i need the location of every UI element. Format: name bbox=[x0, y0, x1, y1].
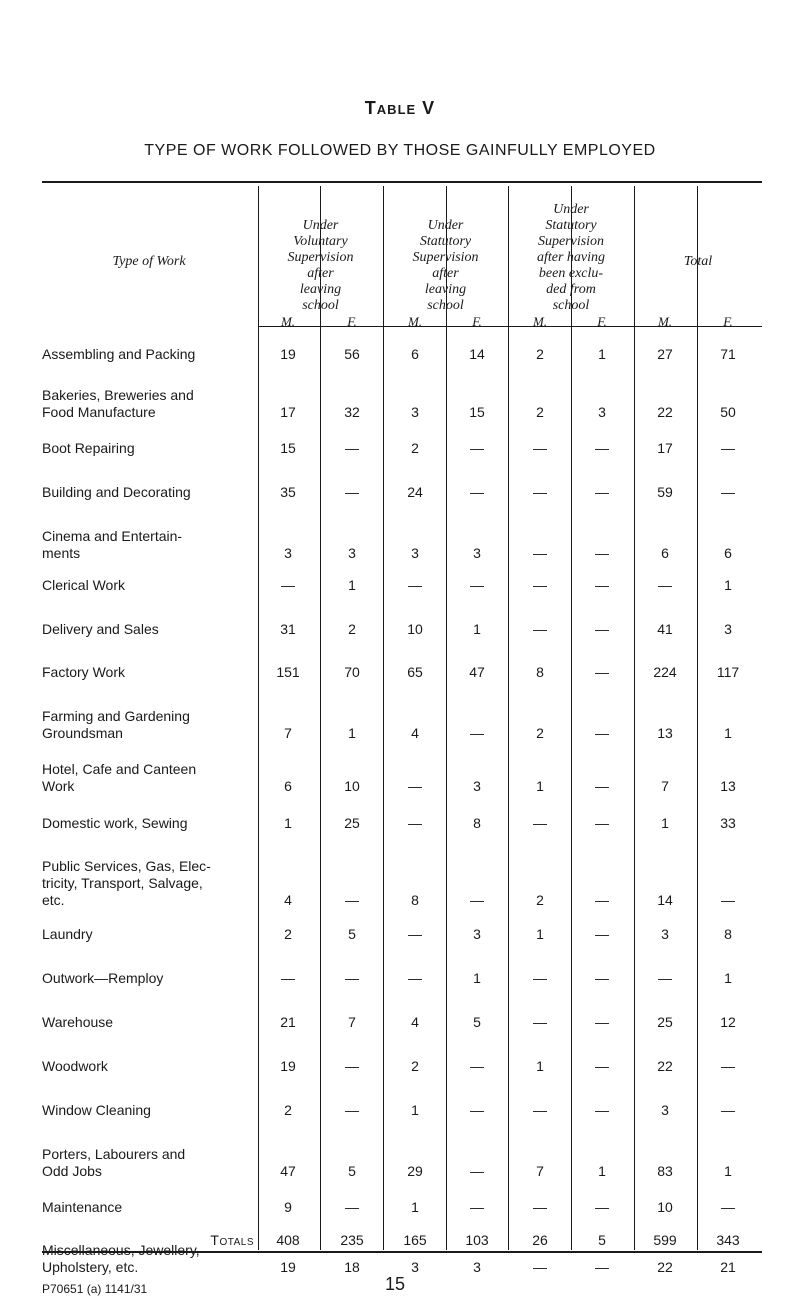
cell-m: — bbox=[408, 778, 422, 794]
cell-f: 3 bbox=[473, 926, 481, 942]
cell-m: 17 bbox=[280, 404, 296, 420]
cell-m: — bbox=[533, 577, 547, 593]
cell-m: 17 bbox=[657, 440, 673, 456]
cell-f: — bbox=[345, 440, 359, 456]
row-label-line: Hotel, Cafe and Canteen bbox=[42, 761, 197, 777]
cell-f: 1 bbox=[473, 621, 481, 637]
cell-m: 1 bbox=[411, 1199, 419, 1215]
subheader-male: M. bbox=[532, 314, 548, 329]
cell-m: — bbox=[533, 1259, 547, 1275]
cell-f: 3 bbox=[598, 404, 606, 420]
header-line: leaving bbox=[299, 282, 342, 297]
cell-m: — bbox=[533, 1199, 547, 1215]
cell-f: — bbox=[345, 892, 359, 908]
cell-m: 6 bbox=[284, 778, 292, 794]
row-label-line: Factory Work bbox=[42, 664, 125, 680]
table-subtitle: TYPE OF WORK FOLLOWED BY THOSE GAINFULLY EMPLOYED bbox=[144, 142, 656, 159]
row-label-line: tricity, Transport, Salvage, bbox=[42, 875, 203, 891]
cell-f: 70 bbox=[344, 664, 360, 680]
cell-m: 47 bbox=[280, 1163, 296, 1179]
cell-m: — bbox=[533, 1014, 547, 1030]
cell-m: — bbox=[281, 970, 295, 986]
cell-m: 3 bbox=[661, 926, 669, 942]
row-label-line: Cinema and Entertain- bbox=[42, 528, 183, 544]
header-line: after bbox=[307, 266, 334, 281]
cell-f: 13 bbox=[720, 778, 736, 794]
cell-m: 2 bbox=[284, 926, 292, 942]
row-label-line: Assembling and Packing bbox=[42, 346, 196, 362]
cell-m: 19 bbox=[280, 1259, 296, 1275]
cell-f: 2 bbox=[348, 621, 356, 637]
cell-m: — bbox=[533, 970, 547, 986]
top-rule bbox=[42, 181, 762, 183]
header-line: Supervision bbox=[537, 234, 605, 249]
cell-f: — bbox=[595, 892, 609, 908]
cell-f: — bbox=[470, 1058, 484, 1074]
cell-m: — bbox=[408, 926, 422, 942]
cell-m: — bbox=[533, 1102, 547, 1118]
header-line: after bbox=[432, 266, 459, 281]
cell-f: 14 bbox=[469, 346, 485, 362]
cell-f: — bbox=[470, 1199, 484, 1215]
cell-f: 3 bbox=[473, 1259, 481, 1275]
cell-f: — bbox=[595, 440, 609, 456]
cell-f: — bbox=[345, 1102, 359, 1118]
total-cell: 343 bbox=[716, 1232, 740, 1248]
cell-f: — bbox=[470, 725, 484, 741]
cell-f: 1 bbox=[348, 577, 356, 593]
row-label bbox=[42, 970, 260, 987]
row-label-line: Work bbox=[42, 778, 75, 794]
cell-m: — bbox=[408, 815, 422, 831]
cell-m: 2 bbox=[536, 892, 544, 908]
row-label bbox=[42, 577, 260, 594]
total-cell: 103 bbox=[465, 1232, 489, 1248]
cell-f: 1 bbox=[598, 346, 606, 362]
cell-m: 21 bbox=[280, 1014, 296, 1030]
cell-m: 2 bbox=[536, 346, 544, 362]
cell-m: 1 bbox=[536, 1058, 544, 1074]
cell-m: 24 bbox=[407, 484, 423, 500]
header-group-text bbox=[634, 254, 762, 270]
cell-m: 10 bbox=[657, 1199, 673, 1215]
row-label bbox=[42, 858, 260, 909]
cell-m: 3 bbox=[661, 1102, 669, 1118]
total-cell: 235 bbox=[340, 1232, 364, 1248]
cell-f: 25 bbox=[344, 815, 360, 831]
row-label bbox=[42, 621, 260, 638]
row-label-line: Miscellaneous, Jewellery, bbox=[42, 1242, 200, 1258]
subheader-female: F. bbox=[723, 314, 733, 329]
cell-f: — bbox=[595, 1014, 609, 1030]
row-label-line: Domestic work, Sewing bbox=[42, 815, 188, 831]
header-line: Voluntary bbox=[293, 234, 348, 249]
cell-f: 33 bbox=[720, 815, 736, 831]
header-group-2 bbox=[383, 186, 508, 314]
row-label bbox=[42, 708, 260, 742]
page-number: 15 bbox=[385, 1274, 406, 1294]
header-line: school bbox=[302, 298, 339, 313]
row-label bbox=[42, 1058, 260, 1075]
row-label bbox=[42, 1146, 260, 1180]
cell-f: — bbox=[595, 778, 609, 794]
subheader-male: M. bbox=[407, 314, 423, 329]
cell-m: — bbox=[658, 577, 672, 593]
cell-m: 19 bbox=[280, 346, 296, 362]
total-cell: 26 bbox=[532, 1232, 548, 1248]
cell-f: — bbox=[470, 440, 484, 456]
cell-f: 18 bbox=[344, 1259, 360, 1275]
cell-m: 1 bbox=[661, 815, 669, 831]
row-label-line: Building and Decorating bbox=[42, 484, 191, 500]
cell-f: — bbox=[470, 892, 484, 908]
cell-f: 3 bbox=[473, 545, 481, 561]
header-line: after having bbox=[536, 250, 606, 265]
cell-m: 1 bbox=[284, 815, 292, 831]
totals-label: Totals bbox=[210, 1232, 254, 1248]
row-label-line: Farming and Gardening bbox=[42, 708, 190, 724]
row-label bbox=[42, 440, 260, 457]
cell-f: 8 bbox=[724, 926, 732, 942]
cell-m: 7 bbox=[661, 778, 669, 794]
cell-m: 35 bbox=[280, 484, 296, 500]
cell-f: — bbox=[595, 815, 609, 831]
header-line: Under bbox=[553, 202, 589, 217]
cell-f: 5 bbox=[348, 1163, 356, 1179]
row-label-line: Public Services, Gas, Elec- bbox=[42, 858, 211, 874]
header-line: leaving bbox=[424, 282, 467, 297]
row-label-line: Porters, Labourers and bbox=[42, 1146, 186, 1162]
cell-m: 2 bbox=[411, 440, 419, 456]
total-cell: 165 bbox=[403, 1232, 427, 1248]
cell-m: 4 bbox=[411, 1014, 419, 1030]
cell-m: 6 bbox=[411, 346, 419, 362]
cell-f: — bbox=[721, 1102, 735, 1118]
cell-m: 41 bbox=[657, 621, 673, 637]
cell-f: — bbox=[595, 926, 609, 942]
header-type-of-work: Type of Work bbox=[112, 254, 186, 269]
cell-m: 1 bbox=[411, 1102, 419, 1118]
row-label bbox=[42, 815, 260, 832]
row-label-line: Window Cleaning bbox=[42, 1102, 151, 1118]
table-title: Table V bbox=[364, 98, 436, 118]
cell-f: — bbox=[595, 621, 609, 637]
cell-m: — bbox=[533, 545, 547, 561]
header-line: school bbox=[552, 298, 590, 313]
cell-m: 3 bbox=[284, 545, 292, 561]
cell-m: 6 bbox=[661, 545, 669, 561]
cell-m: 83 bbox=[657, 1163, 673, 1179]
cell-m: 59 bbox=[657, 484, 673, 500]
cell-m: 4 bbox=[411, 725, 419, 741]
row-label bbox=[42, 1102, 260, 1119]
row-label bbox=[42, 346, 260, 363]
header-line: Total bbox=[683, 254, 713, 269]
row-label-line: Upholstery, etc. bbox=[42, 1259, 139, 1275]
cell-f: 8 bbox=[473, 815, 481, 831]
cell-f: — bbox=[345, 1199, 359, 1215]
row-label-line: Food Manufacture bbox=[42, 404, 156, 420]
cell-f: 7 bbox=[348, 1014, 356, 1030]
row-label-line: Delivery and Sales bbox=[42, 621, 159, 637]
subheader-male: M. bbox=[657, 314, 673, 329]
cell-f: — bbox=[595, 1259, 609, 1275]
cell-m: — bbox=[533, 484, 547, 500]
cell-m: 1 bbox=[536, 778, 544, 794]
cell-m: 2 bbox=[284, 1102, 292, 1118]
row-label-line: Bakeries, Breweries and bbox=[42, 387, 194, 403]
total-cell: 408 bbox=[276, 1232, 300, 1248]
header-line: Under bbox=[302, 218, 339, 233]
cell-m: 3 bbox=[411, 545, 419, 561]
cell-m: 1 bbox=[536, 926, 544, 942]
header-line: school bbox=[427, 298, 464, 313]
cell-f: 12 bbox=[720, 1014, 736, 1030]
cell-f: — bbox=[345, 1058, 359, 1074]
total-cell: 599 bbox=[653, 1232, 677, 1248]
header-group-text bbox=[287, 218, 353, 314]
row-label bbox=[42, 1199, 260, 1216]
cell-f: — bbox=[470, 1163, 484, 1179]
header-group-text bbox=[537, 202, 605, 314]
header-line: Statutory bbox=[545, 218, 597, 233]
cell-m: 15 bbox=[280, 440, 296, 456]
cell-m: 2 bbox=[411, 1058, 419, 1074]
cell-f: — bbox=[470, 484, 484, 500]
row-label-line: Clerical Work bbox=[42, 577, 125, 593]
cell-m: 22 bbox=[657, 404, 673, 420]
cell-f: 50 bbox=[720, 404, 736, 420]
row-label bbox=[42, 664, 260, 681]
header-line: Supervision bbox=[412, 250, 479, 265]
cell-m: 29 bbox=[407, 1163, 423, 1179]
row-label-line: etc. bbox=[42, 892, 65, 908]
header-line: Statutory bbox=[419, 234, 472, 249]
cell-m: — bbox=[533, 440, 547, 456]
cell-f: — bbox=[345, 484, 359, 500]
row-label bbox=[42, 484, 260, 501]
cell-f: — bbox=[595, 545, 609, 561]
cell-f: 3 bbox=[724, 621, 732, 637]
cell-m: 25 bbox=[657, 1014, 673, 1030]
cell-f: 1 bbox=[473, 970, 481, 986]
row-label-line: Warehouse bbox=[42, 1014, 114, 1030]
cell-f: 10 bbox=[344, 778, 360, 794]
subheader-male: M. bbox=[280, 314, 296, 329]
cell-f: — bbox=[595, 1199, 609, 1215]
cell-f: — bbox=[721, 484, 735, 500]
cell-f: 56 bbox=[344, 346, 360, 362]
cell-f: 1 bbox=[598, 1163, 606, 1179]
cell-m: 7 bbox=[284, 725, 292, 741]
cell-m: 224 bbox=[653, 664, 677, 680]
cell-m: 10 bbox=[407, 621, 423, 637]
cell-m: 27 bbox=[657, 346, 673, 362]
cell-f: 3 bbox=[348, 545, 356, 561]
cell-f: 1 bbox=[724, 970, 732, 986]
cell-m: — bbox=[408, 577, 422, 593]
cell-m: — bbox=[281, 577, 295, 593]
cell-m: 4 bbox=[284, 892, 292, 908]
row-label bbox=[42, 528, 260, 562]
cell-f: — bbox=[595, 1058, 609, 1074]
header-group-text bbox=[412, 218, 478, 314]
cell-m: 65 bbox=[407, 664, 423, 680]
cell-f: — bbox=[470, 1102, 484, 1118]
row-label bbox=[42, 387, 260, 421]
subheader-female: F. bbox=[347, 314, 357, 329]
cell-f: 5 bbox=[348, 926, 356, 942]
header-group-4 bbox=[634, 254, 762, 270]
cell-f: — bbox=[595, 484, 609, 500]
cell-f: 47 bbox=[469, 664, 485, 680]
cell-f: — bbox=[595, 970, 609, 986]
cell-m: 14 bbox=[657, 892, 673, 908]
header-group-1 bbox=[258, 186, 383, 314]
cell-f: 1 bbox=[724, 725, 732, 741]
cell-m: 2 bbox=[536, 725, 544, 741]
row-label-line: ments bbox=[42, 545, 81, 561]
cell-m: 22 bbox=[657, 1058, 673, 1074]
cell-m: — bbox=[533, 815, 547, 831]
cell-m: 8 bbox=[411, 892, 419, 908]
cell-f: 1 bbox=[348, 725, 356, 741]
header-line: ded from bbox=[546, 282, 596, 297]
header-line: Supervision bbox=[287, 250, 354, 265]
row-label-line: Outwork—Remploy bbox=[42, 970, 164, 986]
cell-m: — bbox=[408, 970, 422, 986]
cell-f: 1 bbox=[724, 577, 732, 593]
row-label-line: Maintenance bbox=[42, 1199, 123, 1215]
cell-f: 21 bbox=[720, 1259, 736, 1275]
row-label-line: Woodwork bbox=[42, 1058, 108, 1074]
cell-f: 3 bbox=[473, 778, 481, 794]
cell-f: — bbox=[721, 892, 735, 908]
cell-f: — bbox=[595, 725, 609, 741]
cell-f: — bbox=[595, 577, 609, 593]
cell-f: — bbox=[470, 577, 484, 593]
subheader-female: F. bbox=[472, 314, 482, 329]
cell-m: 3 bbox=[411, 404, 419, 420]
cell-m: 3 bbox=[411, 1259, 419, 1275]
cell-f: — bbox=[721, 440, 735, 456]
cell-f: 6 bbox=[724, 545, 732, 561]
row-label-line: Laundry bbox=[42, 926, 93, 942]
cell-f: — bbox=[595, 664, 609, 680]
row-label bbox=[42, 761, 260, 795]
cell-m: 8 bbox=[536, 664, 544, 680]
header-group-3 bbox=[508, 186, 634, 314]
cell-f: 117 bbox=[716, 664, 740, 680]
header-line: Under bbox=[427, 218, 464, 233]
cell-f: — bbox=[721, 1058, 735, 1074]
cell-f: 32 bbox=[344, 404, 360, 420]
cell-m: 2 bbox=[536, 404, 544, 420]
cell-f: 71 bbox=[720, 346, 736, 362]
cell-f: — bbox=[345, 970, 359, 986]
cell-f: 5 bbox=[473, 1014, 481, 1030]
cell-m: 19 bbox=[280, 1058, 296, 1074]
cell-m: 13 bbox=[657, 725, 673, 741]
cell-m: 31 bbox=[280, 621, 296, 637]
cell-f: 1 bbox=[724, 1163, 732, 1179]
row-label bbox=[42, 1014, 260, 1031]
cell-f: 15 bbox=[469, 404, 485, 420]
cell-m: 22 bbox=[657, 1259, 673, 1275]
header-line: been exclu- bbox=[538, 266, 604, 281]
row-label bbox=[42, 926, 260, 943]
row-label-line: Boot Repairing bbox=[42, 440, 135, 456]
row-label-line: Groundsman bbox=[42, 725, 123, 741]
footer-print-code: P70651 (a) 1141/31 bbox=[42, 1282, 148, 1296]
cell-m: — bbox=[533, 621, 547, 637]
total-cell: 5 bbox=[598, 1232, 606, 1248]
cell-m: 7 bbox=[536, 1163, 544, 1179]
subheader-female: F. bbox=[597, 314, 607, 329]
cell-m: 151 bbox=[276, 664, 300, 680]
cell-f: — bbox=[595, 1102, 609, 1118]
cell-f: — bbox=[721, 1199, 735, 1215]
cell-m: — bbox=[658, 970, 672, 986]
cell-m: 9 bbox=[284, 1199, 292, 1215]
row-label-line: Odd Jobs bbox=[42, 1163, 102, 1179]
